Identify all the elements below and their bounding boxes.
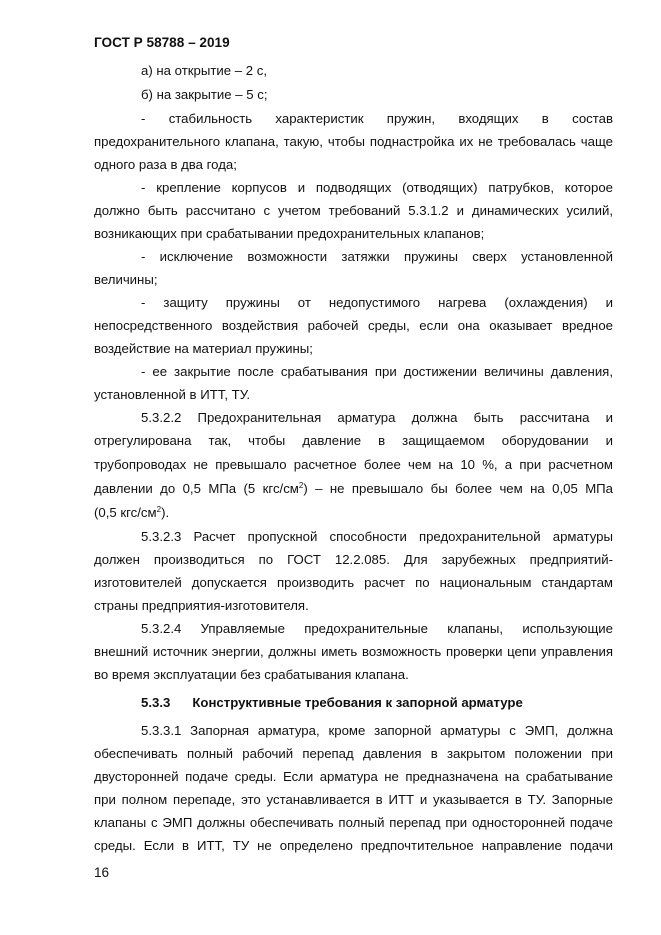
- document-header: ГОСТ Р 58788 – 2019: [94, 35, 230, 50]
- text-line: б) на закрытие – 5 с;: [141, 87, 268, 102]
- text-line: обеспечивать полный рабочий перепад давления в закрытом положении при: [94, 746, 613, 761]
- text-line: 5.3.2.3 Расчет пропускной способности предохранительной арматуры: [141, 529, 613, 544]
- text-line: среды. Если в ИТТ, ТУ не определено предпочтительное направление подачи: [94, 838, 613, 853]
- text-line: предохранительного клапана, такую, чтобы поднастройка их не требовалась чаще: [94, 134, 613, 149]
- text-line: во время эксплуатации без срабатывания клапана.: [94, 667, 409, 682]
- text-line: (0,5 кгс/$см^2$).: [94, 505, 170, 520]
- text-line: установленной в ИТТ, ТУ.: [94, 387, 251, 402]
- text-line: 5.3.3.1 Запорная арматура, кроме запорной арматуры с ЭМП, должна: [141, 723, 613, 738]
- text-line: внешний источник энергии, должны иметь возможность проверки цепи управления: [94, 644, 613, 659]
- section-heading: [141, 694, 613, 712]
- text-line: клапаны с ЭМП должны обеспечивать полный перепад при односторонней подаче: [94, 815, 613, 830]
- text-line: 5.3.2.4 Управляемые предохранительные клапаны, использующие: [141, 621, 613, 636]
- text-line: 5.3.2.2 Предохранительная арматура должна быть рассчитана и: [141, 410, 613, 425]
- text-line: возникающих при срабатывании предохранительных клапанов;: [94, 226, 485, 241]
- text-line: непосредственного воздействия рабочей среды, если она оказывает вредное: [94, 318, 613, 333]
- text-line: двусторонней подаче среды. Если арматура не предназначена на срабатывание: [94, 769, 613, 784]
- text-line: воздействие на материал пружины;: [94, 341, 313, 356]
- text-line: величины;: [94, 272, 158, 287]
- text-line: должно быть рассчитано с учетом требований 5.3.1.2 и динамических усилий,: [94, 203, 613, 218]
- text-line: при полном перепаде, это устанавливается в ИТТ и указывается в ТУ. Запорные: [94, 792, 613, 807]
- section-number: 5.3.3: [141, 695, 171, 710]
- text-line: - ее закрытие после срабатывания при достижении величины давления,: [141, 364, 613, 379]
- section-title: Конструктивные требования к запорной арматуре: [192, 695, 523, 710]
- text-line: - исключение возможности затяжки пружины сверх установленной: [141, 249, 613, 264]
- text-line: должен производиться по ГОСТ 12.2.085. Для зарубежных предприятий-: [94, 552, 613, 567]
- text-line: отрегулирована так, чтобы давление в защищаемом оборудовании и: [94, 433, 613, 448]
- text-line: трубопроводах не превышало расчетное более чем на 10 %, а при расчетном: [94, 457, 613, 472]
- text-line: страны предприятия-изготовителя.: [94, 598, 309, 613]
- text-line: - защиту пружины от недопустимого нагрева (охлаждения) и: [141, 295, 613, 310]
- text-line: - крепление корпусов и подводящих (отводящих) патрубков, которое: [141, 180, 613, 195]
- text-line: - стабильность характеристик пружин, входящих в состав: [141, 111, 613, 126]
- text-line: изготовителей допускается производить расчет по национальным стандартам: [94, 575, 613, 590]
- text-line: давлении до 0,5 МПа (5 кгс/$см^2$) – не превышало бы более чем на 0,05 МПа: [94, 481, 613, 496]
- text-line: одного раза в два года;: [94, 157, 237, 172]
- text-line: а) на открытие – 2 с,: [141, 63, 267, 78]
- page-number: 16: [94, 865, 110, 880]
